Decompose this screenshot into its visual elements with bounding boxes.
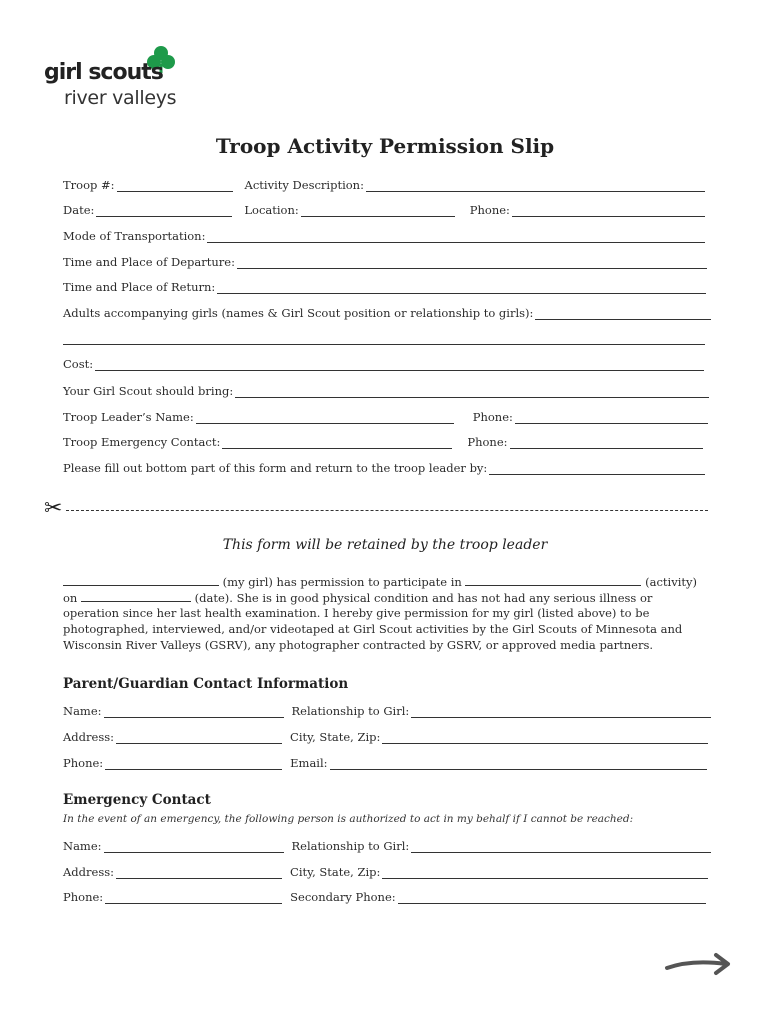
adults-field-continued[interactable] bbox=[63, 332, 705, 345]
parent-city-label: City, State, Zip: bbox=[290, 730, 381, 744]
emergency-secondary-phone-input-line[interactable] bbox=[398, 891, 706, 904]
parent-city-input-line[interactable] bbox=[382, 731, 708, 744]
troop-emergency-label: Troop Emergency Contact: bbox=[63, 435, 221, 449]
date-field[interactable] bbox=[63, 203, 232, 217]
page-title: Troop Activity Permission Slip bbox=[215, 134, 555, 158]
cost-label: Cost: bbox=[63, 357, 94, 371]
logo-text-secondary: river valleys bbox=[64, 87, 177, 109]
parent-email-label: Email: bbox=[290, 756, 328, 770]
activity-input-line[interactable] bbox=[366, 179, 705, 192]
troop-emergency-phone-field[interactable] bbox=[467, 435, 702, 449]
parent-name-label: Name: bbox=[63, 704, 102, 718]
return-by-field[interactable] bbox=[63, 461, 705, 475]
permission-date-text: (date). She is in good physical condition and has not had any serious illness or bbox=[194, 591, 653, 605]
girl-name-blank[interactable] bbox=[63, 574, 219, 586]
transport-field[interactable] bbox=[63, 229, 705, 243]
adults-field[interactable] bbox=[63, 306, 711, 320]
parent-city-field[interactable] bbox=[290, 730, 708, 744]
location-label: Location: bbox=[244, 203, 299, 217]
emergency-secondary-phone-label: Secondary Phone: bbox=[290, 890, 396, 904]
troop-emergency-input-line[interactable] bbox=[222, 436, 452, 449]
adults-label: Adults accompanying girls (names & Girl Scout position or relationship to girls): bbox=[63, 306, 534, 320]
leader-input-line[interactable] bbox=[196, 411, 454, 424]
emergency-name-input-line[interactable] bbox=[104, 840, 284, 853]
row-bring bbox=[63, 382, 709, 398]
return-label: Time and Place of Return: bbox=[63, 280, 216, 294]
permission-line-2 bbox=[63, 590, 713, 607]
row-adults-continued bbox=[63, 329, 705, 345]
parent-relationship-input-line[interactable] bbox=[411, 705, 711, 718]
arrow-right-icon[interactable] bbox=[664, 952, 734, 978]
row-return-by bbox=[63, 459, 705, 475]
phone-label: Phone: bbox=[469, 203, 510, 217]
troop-input-line[interactable] bbox=[117, 179, 233, 192]
parent-address-label: Address: bbox=[63, 730, 115, 744]
bring-field[interactable] bbox=[63, 384, 709, 398]
parent-relationship-field[interactable] bbox=[292, 704, 712, 718]
troop-emergency-phone-input-line[interactable] bbox=[510, 436, 703, 449]
location-input-line[interactable] bbox=[301, 204, 455, 217]
dashed-cut-line bbox=[66, 510, 708, 511]
parent-address-field[interactable] bbox=[63, 730, 282, 744]
row-troop-activity bbox=[63, 176, 705, 192]
adults-input-line-2[interactable] bbox=[63, 332, 705, 345]
bring-label: Your Girl Scout should bring: bbox=[63, 384, 234, 398]
leader-phone-field[interactable] bbox=[473, 410, 708, 424]
location-field[interactable] bbox=[244, 203, 454, 217]
date-label: Date: bbox=[63, 203, 95, 217]
cost-input-line[interactable] bbox=[95, 358, 704, 371]
parent-row-1 bbox=[63, 702, 711, 718]
return-field[interactable] bbox=[63, 280, 706, 294]
emergency-relationship-field[interactable] bbox=[292, 839, 712, 853]
row-departure bbox=[63, 253, 707, 269]
gsrv-logo bbox=[44, 44, 194, 114]
leader-label: Troop Leader’s Name: bbox=[63, 410, 194, 424]
emergency-relationship-input-line[interactable] bbox=[411, 840, 711, 853]
leader-phone-label: Phone: bbox=[472, 410, 513, 424]
activity-name-blank[interactable] bbox=[465, 574, 641, 586]
parent-row-2 bbox=[63, 728, 708, 744]
departure-input-line[interactable] bbox=[237, 256, 707, 269]
scissors-icon: ✂ bbox=[44, 496, 63, 521]
date-input-line[interactable] bbox=[96, 204, 232, 217]
emergency-name-label: Name: bbox=[63, 839, 102, 853]
departure-field[interactable] bbox=[63, 255, 707, 269]
emergency-city-label: City, State, Zip: bbox=[290, 865, 381, 879]
parent-email-input-line[interactable] bbox=[330, 757, 707, 770]
permission-on-text: on bbox=[63, 591, 78, 605]
phone-field[interactable] bbox=[470, 203, 705, 217]
date-blank[interactable] bbox=[81, 590, 191, 602]
emergency-address-input-line[interactable] bbox=[116, 866, 282, 879]
transport-label: Mode of Transportation: bbox=[63, 229, 206, 243]
troop-field[interactable] bbox=[63, 178, 233, 192]
retained-notice: This form will be retained by the troop leader bbox=[222, 537, 548, 553]
emergency-heading: Emergency Contact bbox=[63, 792, 211, 808]
parent-row-3 bbox=[63, 754, 707, 770]
row-emergency-contact bbox=[63, 433, 703, 449]
row-date-location-phone bbox=[63, 201, 705, 217]
phone-input-line[interactable] bbox=[512, 204, 705, 217]
parent-email-field[interactable] bbox=[290, 756, 706, 770]
activity-label: Activity Description: bbox=[244, 178, 364, 192]
emergency-address-field[interactable] bbox=[63, 865, 282, 879]
emergency-subtitle: In the event of an emergency, the following person is authorized to act in my behalf if I cannot be reached: bbox=[63, 813, 634, 825]
emergency-relationship-label: Relationship to Girl: bbox=[291, 839, 410, 853]
permission-line-4: photographed, interviewed, and/or videotaped at Girl Scout activities by the Girl Scouts of Minnesota and bbox=[63, 622, 683, 636]
troop-emergency-phone-label: Phone: bbox=[467, 435, 508, 449]
parent-phone-input-line[interactable] bbox=[105, 757, 282, 770]
troop-label: Troop #: bbox=[63, 178, 115, 192]
emergency-row-2 bbox=[63, 863, 708, 879]
return-by-input-line[interactable] bbox=[489, 462, 705, 475]
parent-phone-field[interactable] bbox=[63, 756, 282, 770]
emergency-phone-input-line[interactable] bbox=[105, 891, 282, 904]
emergency-secondary-phone-field[interactable] bbox=[290, 890, 705, 904]
transport-input-line[interactable] bbox=[207, 230, 705, 243]
emergency-address-label: Address: bbox=[63, 865, 115, 879]
parent-name-input-line[interactable] bbox=[104, 705, 284, 718]
row-leader bbox=[63, 408, 708, 424]
emergency-city-field[interactable] bbox=[290, 865, 708, 879]
cut-divider bbox=[44, 494, 708, 521]
permission-line-1 bbox=[63, 574, 713, 591]
cost-field[interactable] bbox=[63, 357, 704, 371]
leader-field[interactable] bbox=[63, 410, 454, 424]
parent-address-input-line[interactable] bbox=[116, 731, 282, 744]
emergency-row-1 bbox=[63, 837, 711, 853]
emergency-row-3 bbox=[63, 888, 706, 904]
return-by-label: Please fill out bottom part of this form and return to the troop leader by: bbox=[63, 461, 488, 475]
emergency-name-field[interactable] bbox=[63, 839, 284, 853]
activity-field[interactable] bbox=[245, 178, 705, 192]
row-adults bbox=[63, 304, 711, 320]
permission-mygirl-text: (my girl) has permission to participate in bbox=[222, 575, 462, 589]
row-return bbox=[63, 278, 706, 294]
parent-relationship-label: Relationship to Girl: bbox=[291, 704, 410, 718]
leader-phone-input-line[interactable] bbox=[515, 411, 708, 424]
parent-name-field[interactable] bbox=[63, 704, 284, 718]
permission-activity-text: (activity) bbox=[645, 575, 697, 589]
parent-heading: Parent/Guardian Contact Information bbox=[63, 676, 349, 692]
parent-phone-label: Phone: bbox=[63, 756, 104, 770]
return-input-line[interactable] bbox=[217, 281, 706, 294]
permission-line-3: operation since her last health examination. I hereby give permission for my girl (listed above) to be bbox=[63, 606, 650, 620]
row-transport bbox=[63, 227, 705, 243]
row-cost bbox=[63, 355, 704, 371]
adults-input-line[interactable] bbox=[535, 307, 711, 320]
departure-label: Time and Place of Departure: bbox=[63, 255, 235, 269]
emergency-phone-label: Phone: bbox=[63, 890, 104, 904]
logo-text-primary: girl scouts bbox=[44, 60, 163, 85]
bring-input-line[interactable] bbox=[235, 385, 709, 398]
emergency-phone-field[interactable] bbox=[63, 890, 282, 904]
emergency-city-input-line[interactable] bbox=[382, 866, 708, 879]
permission-line-5: Wisconsin River Valleys (GSRV), any photographer contracted by GSRV, or approved media partners. bbox=[63, 638, 654, 652]
troop-emergency-field[interactable] bbox=[63, 435, 452, 449]
